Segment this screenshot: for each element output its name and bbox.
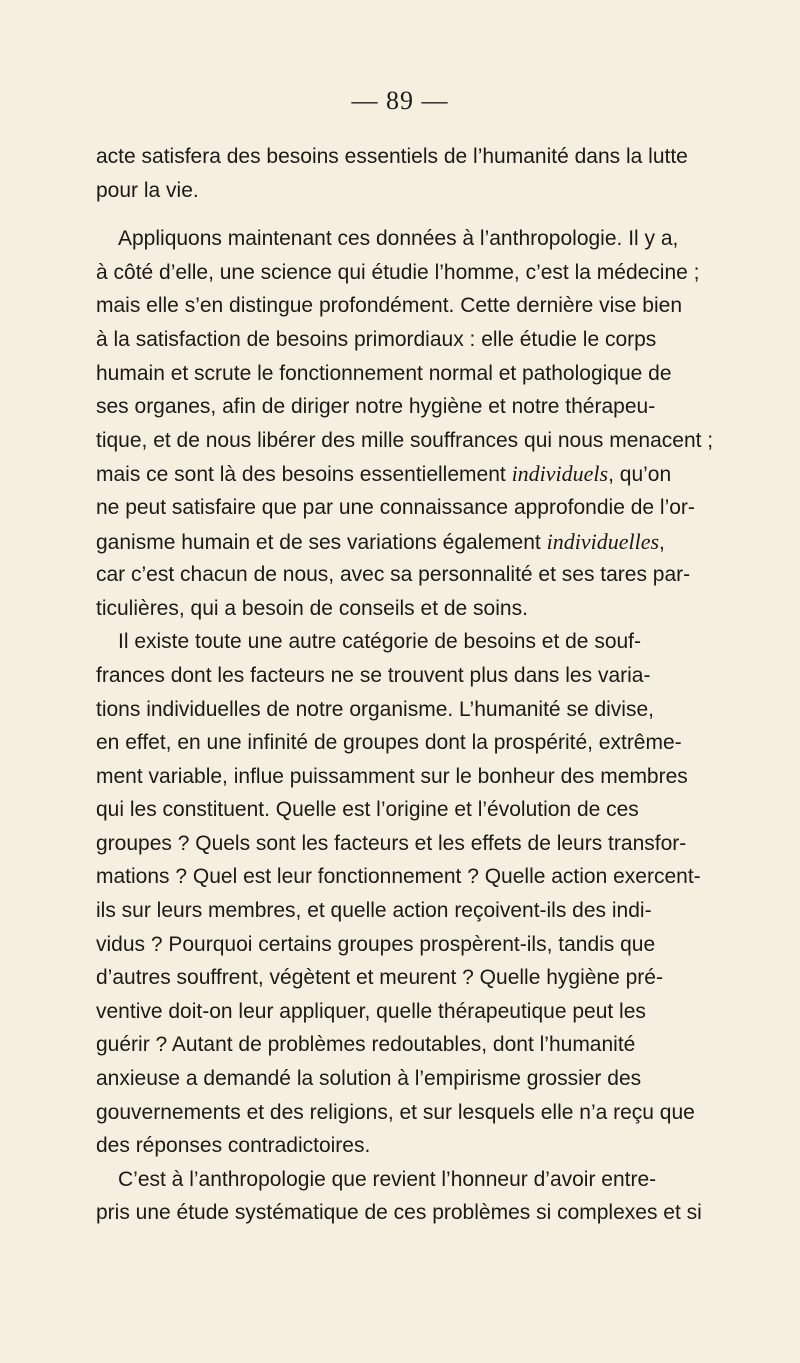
text-line [96, 256, 709, 290]
page-number: — 89 — [351, 86, 449, 115]
text-line [96, 390, 709, 424]
text-line [96, 558, 709, 592]
line-text: pris une étude systématique de ces problèmes si complexes et si [96, 1201, 702, 1225]
text-line [96, 726, 709, 760]
line-text: humain et scrute le fonctionnement normal et pathologique de [96, 361, 672, 385]
line-text: mations ? Quel est leur fonctionnement ? Quelle action exercent- [96, 865, 701, 889]
line-text: Appliquons maintenant ces données à l’anthropologie. Il y a, [118, 227, 679, 251]
line-text: ils sur leurs membres, et quelle action reçoivent-ils des indi- [96, 899, 652, 923]
line-text: ment variable, influe puissamment sur le bonheur des membres [96, 764, 688, 788]
line-text: en effet, en une infinité de groupes dont la prospérité, extrême- [96, 731, 682, 755]
line-text: ventive doit-on leur appliquer, quelle thérapeutique peut les [96, 999, 646, 1023]
line-text: frances dont les facteurs ne se trouvent plus dans les varia- [96, 663, 651, 687]
text-line [96, 289, 709, 323]
text-line [96, 1163, 709, 1197]
line-text: tions individuelles de notre organisme. L’humanité se divise, [96, 697, 654, 721]
text-line [96, 693, 709, 727]
paragraph-gap [96, 207, 709, 222]
line-text [96, 457, 671, 491]
line-text: gouvernements et des religions, et sur lesquels elle n’a reçu que [96, 1100, 695, 1124]
line-text-part: ganisme humain et de ses variations également [96, 530, 541, 554]
text-line [96, 357, 709, 391]
text-line [96, 457, 709, 491]
text-line [96, 860, 709, 894]
line-text-part: , [659, 530, 665, 554]
line-text: car c’est chacun de nous, avec sa personnalité et ses tares par- [96, 563, 691, 587]
line-text: pour la vie. [96, 178, 199, 202]
text-line [96, 491, 709, 525]
text-line [96, 894, 709, 928]
text-line [96, 961, 709, 995]
text-line [96, 659, 709, 693]
text-line [96, 1096, 709, 1130]
line-text [96, 525, 665, 559]
text-line [96, 827, 709, 861]
line-text: à la satisfaction de besoins primordiaux : elle étudie le corps [96, 327, 657, 351]
text-line [96, 424, 714, 458]
text-line [96, 928, 709, 962]
text-line [96, 625, 709, 659]
line-text: ses organes, afin de diriger notre hygiène et notre thérapeu- [96, 395, 656, 419]
text-line [96, 1196, 709, 1230]
text-line [96, 140, 709, 174]
text-line [96, 323, 709, 357]
line-text: d’autres souffrent, végètent et meurent ? Quelle hygiène pré- [96, 966, 663, 990]
line-text: Il existe toute une autre catégorie de besoins et de souf- [118, 630, 642, 654]
italic-word: individuelles [546, 528, 660, 554]
text-line [96, 995, 709, 1029]
text-line [96, 1129, 709, 1163]
text-line [96, 592, 709, 626]
italic-word: individuels [511, 461, 609, 487]
body-text [96, 140, 714, 1230]
line-text: C’est à l’anthropologie que revient l’honneur d’avoir entre- [118, 1167, 657, 1191]
text-line [96, 222, 709, 256]
text-line [96, 525, 709, 559]
line-text: des réponses contradictoires. [96, 1134, 371, 1158]
text-line [96, 760, 709, 794]
text-line [96, 174, 709, 208]
text-line [96, 793, 709, 827]
line-text-part: , qu’on [608, 463, 672, 487]
line-text: mais elle s’en distingue profondément. Cette dernière vise bien [96, 294, 683, 318]
text-line [96, 1028, 709, 1062]
line-text: qui les constituent. Quelle est l’origine et l’évolution de ces [96, 798, 639, 822]
line-text: acte satisfera des besoins essentiels de l’humanité dans la lutte [96, 145, 688, 168]
line-text-part: mais ce sont là des besoins essentiellement [96, 463, 506, 487]
line-text: guérir ? Autant de problèmes redoutables, dont l’humanité [96, 1033, 636, 1057]
line-text: à côté d’elle, une science qui étudie l’homme, c’est la médecine ; [96, 260, 700, 284]
line-text: ticulières, qui a besoin de conseils et de soins. [96, 596, 528, 620]
text-line [96, 1062, 709, 1096]
line-text: groupes ? Quels sont les facteurs et les effets de leurs transfor- [96, 831, 687, 855]
line-text: tique, et de nous libérer des mille souffrances qui nous menacent ; [96, 428, 714, 452]
line-text: vidus ? Pourquoi certains groupes prospèrent-ils, tandis que [96, 932, 656, 956]
line-text: anxieuse a demandé la solution à l’empirisme grossier des [96, 1067, 642, 1091]
line-text: ne peut satisfaire que par une connaissance approfondie de l’or- [96, 495, 695, 519]
